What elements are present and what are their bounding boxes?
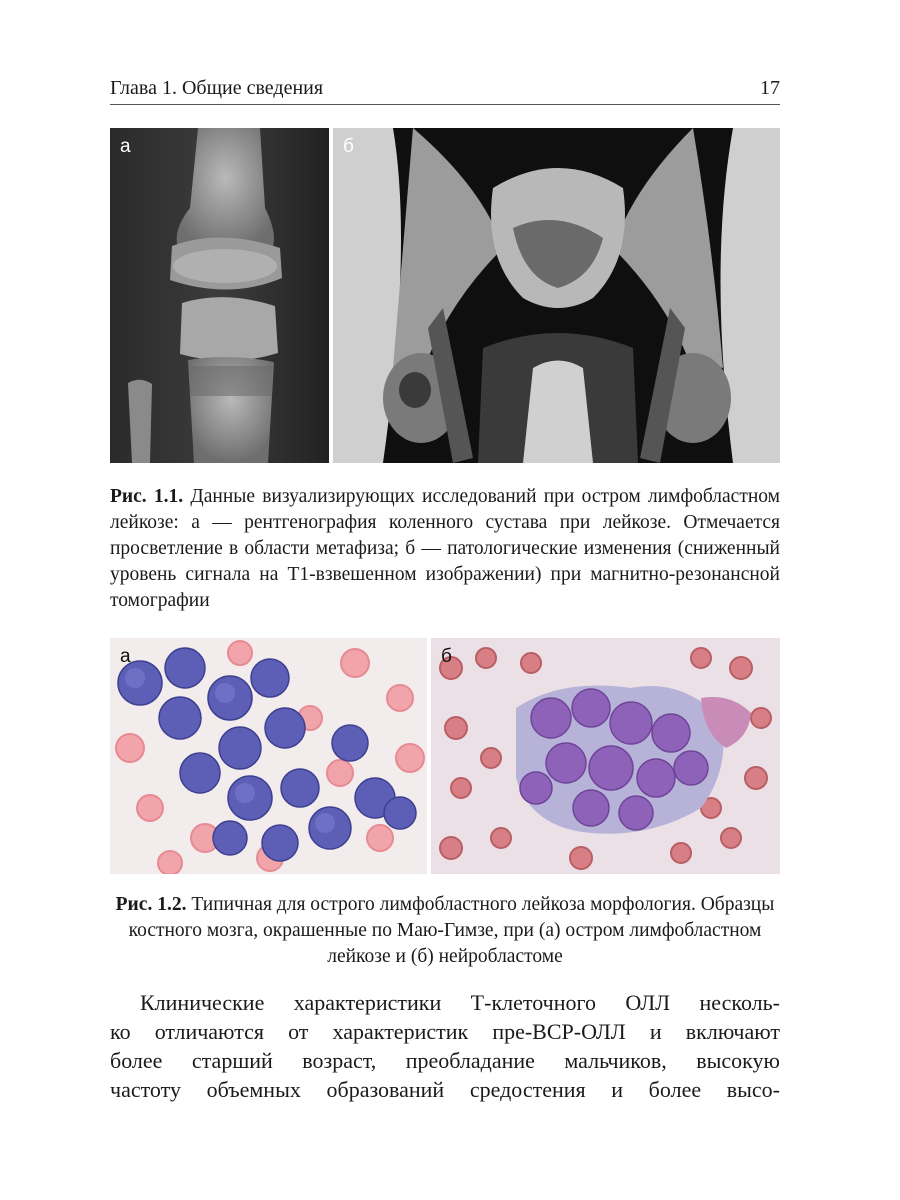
figure-1-1-ref: Рис. 1.1. bbox=[110, 486, 184, 507]
body-line-3: более старший возраст, преобладание мальчиков, высокую bbox=[110, 1048, 780, 1073]
panel-b-label: б bbox=[343, 136, 354, 157]
running-header bbox=[110, 70, 780, 100]
figure-1-2-panel-b-smear bbox=[431, 638, 780, 874]
figure-1-1-panel-a-xray bbox=[110, 128, 329, 463]
body-line-1: Клинические характеристики Т-клеточного ОЛЛ несколь- bbox=[140, 990, 780, 1015]
body-paragraph bbox=[110, 988, 780, 1104]
panel-a-label: а bbox=[120, 646, 131, 667]
page-number: 17 bbox=[760, 77, 780, 99]
header-rule bbox=[110, 104, 780, 105]
figure-1-1-panel-b-mri bbox=[333, 128, 780, 463]
panel-b-label: б bbox=[441, 646, 452, 667]
figure-1-2-caption bbox=[110, 892, 780, 970]
figure-1-2-panel-a-smear bbox=[110, 638, 427, 874]
figure-1-2-ref: Рис. 1.2. bbox=[115, 894, 187, 915]
panel-a-label: а bbox=[120, 136, 131, 157]
chapter-title: Глава 1. Общие сведения bbox=[110, 77, 324, 99]
figure-1-1-caption bbox=[110, 484, 780, 614]
figure-1-2-caption-text: Типичная для острого лимфобластного лейкоза морфология. Образцы костного мозга, окрашенные по Маю-Гимзе, при (а) остром лимфобластном лейкозе и (б) нейробластоме bbox=[128, 894, 775, 967]
body-line-2: ко отличаются от характеристик пре-ВСР-ОЛЛ и включают bbox=[110, 1019, 780, 1044]
body-line-4: частоту объемных образований средостения и более высо- bbox=[110, 1077, 780, 1102]
figure-1-1-caption-text: Данные визуализирующих исследований при остром лимфобластном лейкозе: а — рентгенография коленного сустава при лейкозе. Отмечается просветление в области метафиза; б — патологические изменения (сниженный уровень сигнала на Т1-взвешенном изображении) при магнитно-резонансной томографии bbox=[110, 486, 781, 611]
